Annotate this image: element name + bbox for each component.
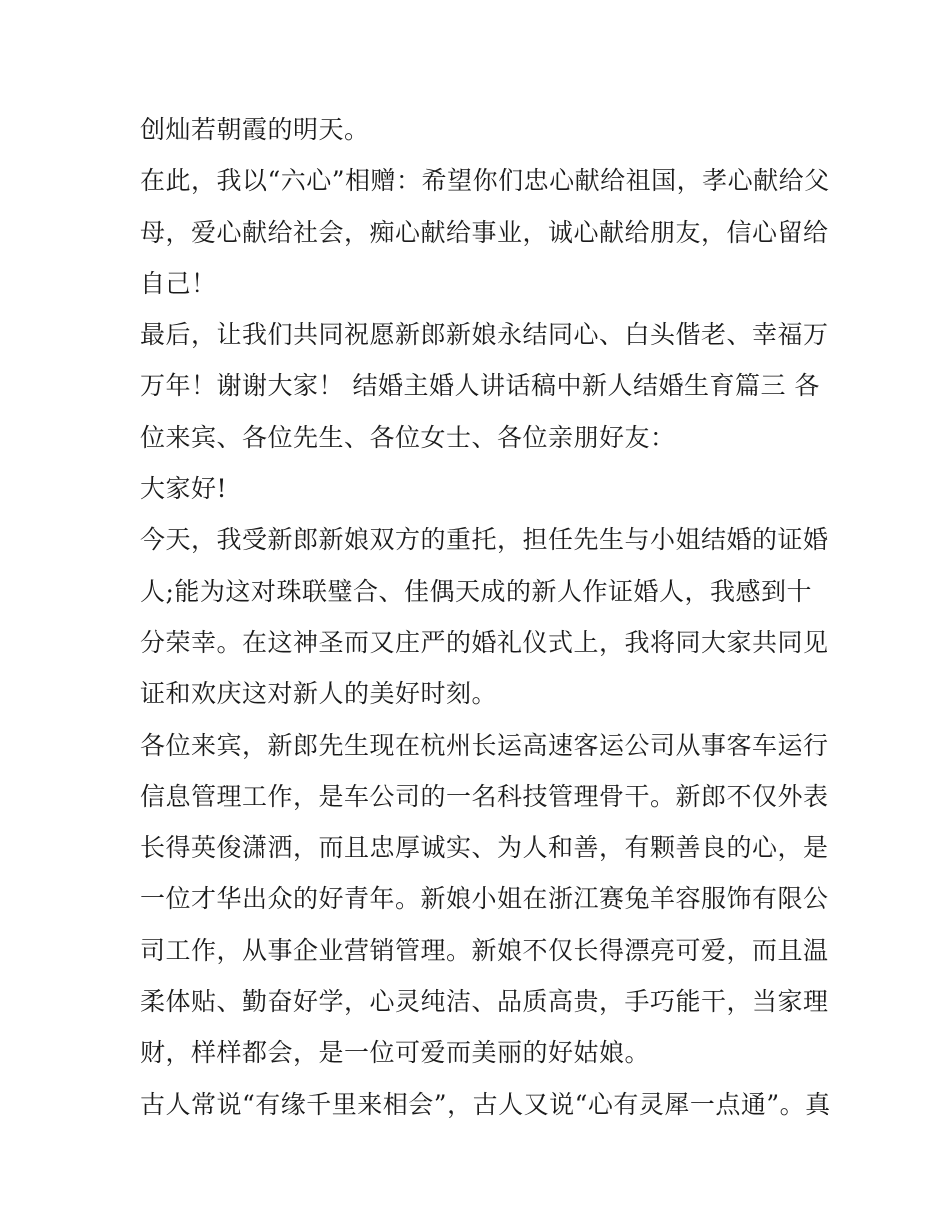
text-line: 万年！谢谢大家！ 结婚主婚人讲话稿中新人结婚生育篇三 各	[140, 371, 820, 401]
text-line: 信息管理工作，是车公司的一名科技管理骨干。新郎不仅外表	[140, 781, 829, 811]
document-body	[140, 104, 831, 1130]
text-line: 创灿若朝霞的明天。	[140, 115, 370, 144]
text-line: 最后，让我们共同祝愿新郎新娘永结同心、白头偕老、幸福万	[140, 320, 829, 350]
text-line: 自己！	[140, 268, 217, 298]
text-line: 今天，我受新郎新娘双方的重托，担任先生与小姐结婚的证婚	[140, 525, 829, 555]
text-line: 古人常说“有缘千里来相会”，古人又说“心有灵犀一点通”。真	[140, 1089, 831, 1119]
text-line: 在此，我以“六心”相赠：希望你们忠心献给祖国，孝心献给父	[140, 166, 830, 196]
text-line: 母，爱心献给社会，痴心献给事业，诚心献给朋友，信心留给	[140, 217, 829, 247]
text-line: 财，样样都会，是一位可爱而美丽的好姑娘。	[140, 1038, 651, 1068]
text-line: 证和欢庆这对新人的美好时刻。	[140, 679, 498, 709]
text-line: 大家好!	[140, 474, 228, 504]
text-line: 位来宾、各位先生、各位女士、各位亲朋好友：	[140, 422, 676, 452]
text-line: 柔体贴、勤奋好学，心灵纯洁、品质高贵，手巧能干，当家理	[140, 987, 829, 1017]
text-line: 长得英俊潇洒，而且忠厚诚实、为人和善，有颗善良的心，是	[140, 833, 829, 863]
text-line: 分荣幸。在这神圣而又庄严的婚礼仪式上，我将同大家共同见	[140, 627, 829, 657]
text-line: 一位才华出众的好青年。新娘小姐在浙江赛兔羊容服饰有限公	[140, 884, 829, 914]
text-line: 人;能为这对珠联璧合、佳偶天成的新人作证婚人，我感到十	[140, 576, 812, 606]
text-line: 司工作，从事企业营销管理。新娘不仅长得漂亮可爱，而且温	[140, 935, 829, 965]
text-line: 各位来宾，新郎先生现在杭州长运高速客运公司从事客车运行	[140, 730, 829, 760]
